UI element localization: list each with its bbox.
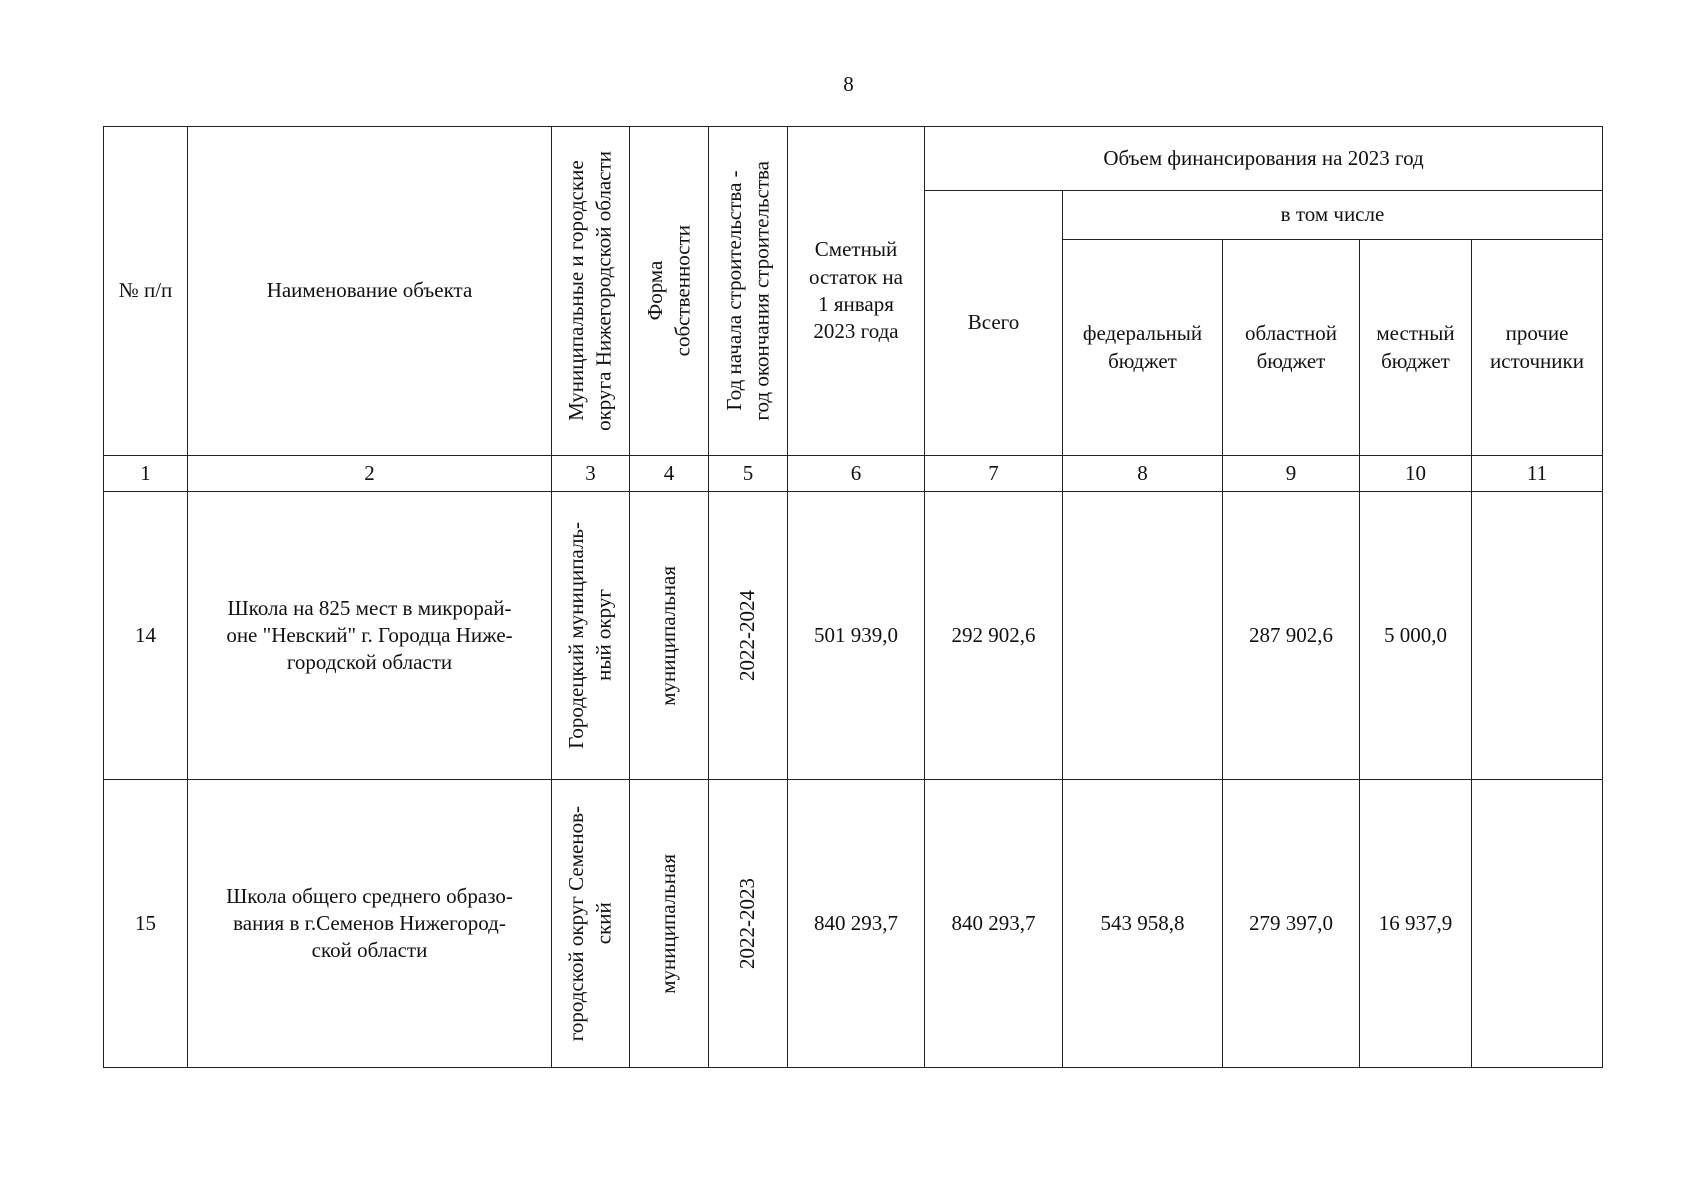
row-federal [1063,492,1223,780]
row-municipal [552,780,630,1068]
header-num [104,127,188,456]
object-name-text: Школа общего среднего образо- вания в г.Семенов Нижегород- ской области [226,883,513,963]
object-name-text: Школа на 825 мест в микрорай- оне "Невский" г. Городца Ниже- городской области [226,595,513,675]
header-ownership-label: Форма собственности [642,225,694,357]
header-financing [925,127,1603,191]
header-estimate [788,127,925,456]
header-total-label: Всего [967,310,1020,335]
column-number: 1 [104,456,188,492]
header-row [104,127,1603,191]
row-total: 292 902,6 [925,492,1063,780]
table-row [104,492,1603,780]
years-text: 2022-2023 [735,878,760,969]
header-municipal-label: Муниципальные и городские округа Нижегородской области [564,151,616,431]
row-object-name [188,492,552,780]
header-other-label: прочие источники [1490,321,1584,373]
row-years [709,780,788,1068]
header-years-label: Год начала строительства - год окончания строительства [721,161,773,421]
header-ownership [630,127,709,456]
header-federal [1063,240,1223,456]
header-num-label: № п/п [118,278,173,303]
header-including [1063,191,1603,240]
row-estimate: 840 293,7 [788,780,925,1068]
row-municipal [552,492,630,780]
header-years [709,127,788,456]
header-local [1360,240,1472,456]
column-number: 2 [188,456,552,492]
column-number: 6 [788,456,925,492]
column-number: 7 [925,456,1063,492]
header-regional [1223,240,1360,456]
ownership-text: муниципальная [656,565,681,706]
table-row [104,780,1603,1068]
row-years [709,492,788,780]
page-number: 8 [843,72,854,96]
row-other [1472,492,1603,780]
financing-table [103,126,1603,1068]
row-other [1472,780,1603,1068]
row-ownership [630,780,709,1068]
row-object-name [188,780,552,1068]
column-number: 11 [1472,456,1603,492]
row-num: 14 [104,492,188,780]
years-text: 2022-2024 [735,590,760,681]
row-local: 5 000,0 [1360,492,1472,780]
row-regional: 279 397,0 [1223,780,1360,1068]
header-federal-label: федеральный бюджет [1082,321,1203,373]
column-number: 4 [630,456,709,492]
header-local-label: местный бюджет [1376,321,1455,373]
header-name [188,127,552,456]
municipal-text: Городецкий муниципаль- ный округ [564,522,616,749]
header-including-label: в том числе [1280,202,1385,227]
header-financing-label: Объем финансирования на 2023 год [1103,145,1424,170]
ownership-text: муниципальная [656,853,681,994]
column-number: 3 [552,456,630,492]
row-regional: 287 902,6 [1223,492,1360,780]
header-estimate-label: Сметный остаток на 1 января 2023 года [809,237,903,344]
column-number: 5 [709,456,788,492]
row-num: 15 [104,780,188,1068]
column-number: 10 [1360,456,1472,492]
header-other [1472,240,1603,456]
header-name-label: Наименование объекта [266,278,473,303]
row-ownership [630,492,709,780]
column-number-row [104,456,1603,492]
row-local: 16 937,9 [1360,780,1472,1068]
row-estimate: 501 939,0 [788,492,925,780]
column-number: 8 [1063,456,1223,492]
row-total: 840 293,7 [925,780,1063,1068]
row-federal: 543 958,8 [1063,780,1223,1068]
header-municipal [552,127,630,456]
header-total [925,191,1063,456]
column-number: 9 [1223,456,1360,492]
header-regional-label: областной бюджет [1245,321,1337,373]
municipal-text: городской округ Семенов- ский [564,805,616,1042]
